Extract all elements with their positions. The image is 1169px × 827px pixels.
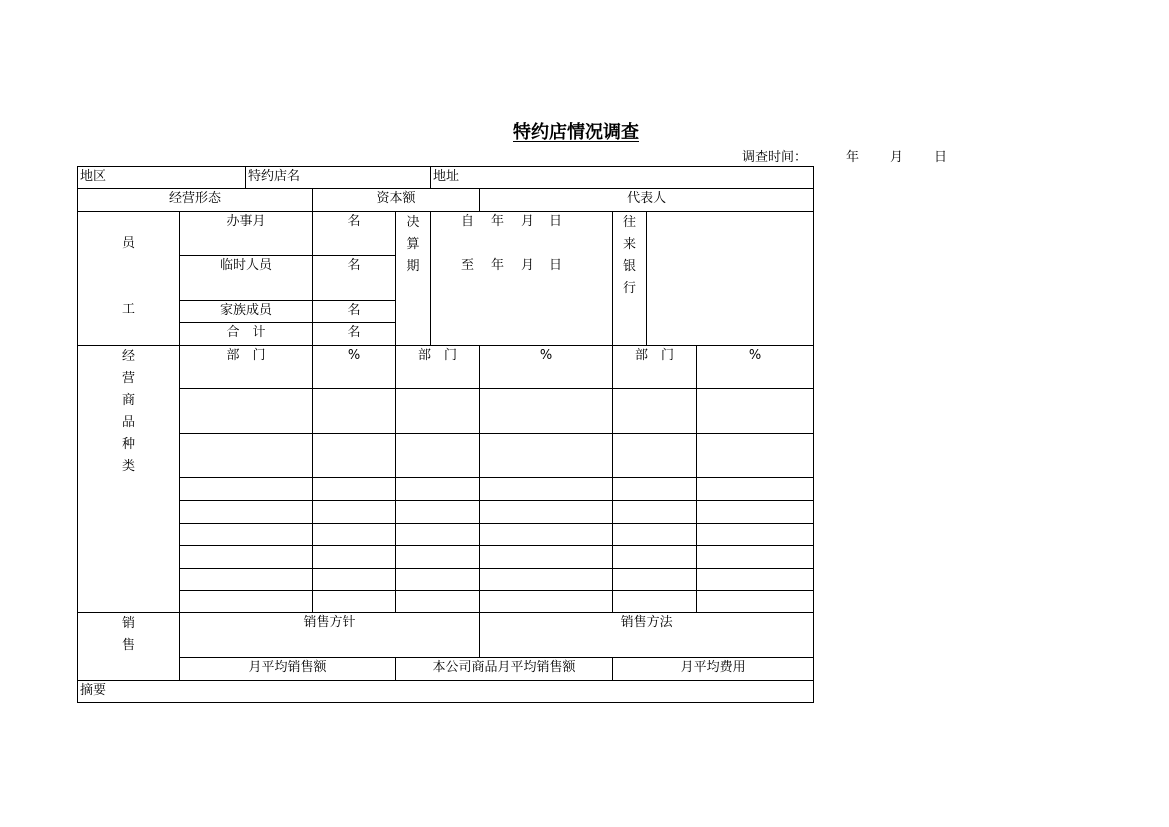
dept-cell[interactable] xyxy=(180,434,313,478)
dept-cell[interactable] xyxy=(396,501,480,524)
dept-cell[interactable] xyxy=(396,389,480,434)
percent-cell[interactable] xyxy=(480,478,613,501)
from-char: 自 xyxy=(461,214,475,229)
to-char: 至 xyxy=(461,258,475,273)
settlement-to-line xyxy=(441,256,610,278)
percent-cell[interactable] xyxy=(697,501,814,524)
products-row xyxy=(78,546,814,569)
percent-cell[interactable] xyxy=(697,591,814,613)
store-name-label: 特约店名 xyxy=(248,169,301,184)
percent-cell[interactable] xyxy=(697,478,814,501)
products-row xyxy=(78,434,814,478)
products-char: 种 xyxy=(121,437,135,452)
row-basic-info xyxy=(78,167,814,189)
percent-cell[interactable] xyxy=(480,524,613,546)
percent-cell[interactable] xyxy=(697,524,814,546)
dept-header: 部 门 xyxy=(613,346,697,389)
percent-cell[interactable] xyxy=(313,478,396,501)
percent-cell[interactable] xyxy=(697,434,814,478)
dept-cell[interactable] xyxy=(396,591,480,613)
products-char: 经 xyxy=(121,349,135,364)
bank-char: 往 xyxy=(623,215,637,230)
summary-label: 摘要 xyxy=(80,683,107,698)
business-form-label: 经营形态 xyxy=(169,191,222,206)
representative-cell[interactable] xyxy=(480,189,814,212)
dept-cell[interactable] xyxy=(396,546,480,569)
dept-cell[interactable] xyxy=(613,569,697,591)
staff-label-cell xyxy=(78,212,180,346)
survey-year: 年 xyxy=(846,150,860,165)
staff-item-label: 合 计 xyxy=(180,323,313,346)
form-title: 特约店情况调查 xyxy=(513,122,639,143)
products-row xyxy=(78,591,814,613)
percent-cell[interactable] xyxy=(313,389,396,434)
monthly-avg-sales-label: 月平均销售额 xyxy=(248,660,327,675)
percent-header: % xyxy=(697,346,814,389)
dept-cell[interactable] xyxy=(396,434,480,478)
survey-form-table xyxy=(77,166,814,703)
from-day: 日 xyxy=(549,214,563,229)
percent-cell[interactable] xyxy=(480,569,613,591)
percent-cell[interactable] xyxy=(313,501,396,524)
staff-item-unit: 名 xyxy=(347,303,361,318)
percent-cell[interactable] xyxy=(480,546,613,569)
sales-method-cell[interactable] xyxy=(480,613,814,658)
products-row xyxy=(78,478,814,501)
to-month: 月 xyxy=(521,258,535,273)
row-business-info xyxy=(78,189,814,212)
company-monthly-avg-sales-label: 本公司商品月平均销售额 xyxy=(432,660,576,675)
settlement-from-line xyxy=(441,212,610,234)
percent-cell[interactable] xyxy=(313,546,396,569)
percent-header: % xyxy=(480,346,613,389)
settlement-char: 决 xyxy=(406,215,420,230)
percent-header: % xyxy=(313,346,396,389)
summary-cell[interactable] xyxy=(78,681,814,703)
percent-cell[interactable] xyxy=(313,569,396,591)
sales-policy-label: 销售方针 xyxy=(303,615,356,630)
bank-char: 来 xyxy=(623,237,637,252)
products-char: 品 xyxy=(121,415,135,430)
bank-char: 行 xyxy=(623,281,637,296)
bank-char: 银 xyxy=(623,259,637,274)
products-row xyxy=(78,501,814,524)
products-row xyxy=(78,524,814,546)
to-year: 年 xyxy=(491,258,505,273)
staff-item-value[interactable] xyxy=(313,301,396,323)
settlement-char: 算 xyxy=(406,237,420,252)
staff-item-label: 临时人员 xyxy=(180,256,313,301)
dept-cell[interactable] xyxy=(613,434,697,478)
dept-cell[interactable] xyxy=(613,546,697,569)
sales-policy-row xyxy=(78,613,814,658)
percent-cell[interactable] xyxy=(697,569,814,591)
dept-cell[interactable] xyxy=(396,524,480,546)
bank-value-cell[interactable] xyxy=(647,212,814,346)
business-form-cell[interactable] xyxy=(78,189,313,212)
products-row xyxy=(78,569,814,591)
dept-cell[interactable] xyxy=(180,591,313,613)
percent-cell[interactable] xyxy=(480,501,613,524)
percent-cell[interactable] xyxy=(480,434,613,478)
dept-cell[interactable] xyxy=(396,569,480,591)
percent-cell[interactable] xyxy=(697,546,814,569)
staff-item-value[interactable] xyxy=(313,256,396,301)
staff-item-value[interactable] xyxy=(313,212,396,256)
sales-label-cell xyxy=(78,613,180,681)
to-day: 日 xyxy=(549,258,563,273)
dept-cell[interactable] xyxy=(613,501,697,524)
dept-cell[interactable] xyxy=(180,524,313,546)
region-cell[interactable] xyxy=(78,167,246,189)
products-char: 类 xyxy=(121,459,135,474)
staff-label-bottom: 工 xyxy=(121,302,135,317)
staff-item-unit: 名 xyxy=(347,214,361,229)
dept-cell[interactable] xyxy=(180,478,313,501)
dept-cell[interactable] xyxy=(180,389,313,434)
products-char: 商 xyxy=(121,393,135,408)
percent-cell[interactable] xyxy=(480,591,613,613)
percent-cell[interactable] xyxy=(697,389,814,434)
from-year: 年 xyxy=(491,214,505,229)
staff-row-1 xyxy=(78,212,814,256)
capital-cell[interactable] xyxy=(313,189,480,212)
percent-cell[interactable] xyxy=(313,524,396,546)
sales-policy-cell[interactable] xyxy=(180,613,480,658)
dept-header: 部 门 xyxy=(396,346,480,389)
settlement-char: 期 xyxy=(406,259,420,274)
settlement-period-cell[interactable] xyxy=(431,212,613,346)
staff-item-label: 家族成员 xyxy=(180,301,313,323)
dept-cell[interactable] xyxy=(180,569,313,591)
staff-item-unit: 名 xyxy=(347,258,361,273)
monthly-avg-expense-label: 月平均费用 xyxy=(680,660,746,675)
staff-label-top: 员 xyxy=(121,236,135,251)
from-month: 月 xyxy=(521,214,535,229)
percent-cell[interactable] xyxy=(313,434,396,478)
dept-cell[interactable] xyxy=(180,501,313,524)
percent-cell[interactable] xyxy=(313,591,396,613)
sales-char: 售 xyxy=(121,638,135,653)
survey-time-label: 调查时间： xyxy=(742,150,808,165)
summary-row xyxy=(78,681,814,703)
survey-month: 月 xyxy=(890,150,904,165)
monthly-avg-sales-cell[interactable] xyxy=(180,658,396,681)
staff-item-value[interactable] xyxy=(313,323,396,346)
capital-label: 资本额 xyxy=(376,191,416,206)
region-label: 地区 xyxy=(80,169,107,184)
products-label-cell xyxy=(78,346,180,613)
store-name-cell[interactable] xyxy=(246,167,431,189)
sales-method-label: 销售方法 xyxy=(620,615,673,630)
dept-cell[interactable] xyxy=(180,546,313,569)
company-monthly-avg-sales-cell[interactable] xyxy=(396,658,613,681)
address-cell[interactable] xyxy=(431,167,814,189)
survey-day: 日 xyxy=(934,150,948,165)
sales-amount-row xyxy=(78,658,814,681)
staff-item-unit: 名 xyxy=(347,325,361,340)
dept-cell[interactable] xyxy=(613,524,697,546)
dept-cell[interactable] xyxy=(613,591,697,613)
staff-item-label: 办事月 xyxy=(180,212,313,256)
monthly-avg-expense-cell[interactable] xyxy=(613,658,814,681)
products-char: 营 xyxy=(121,371,135,386)
dept-cell[interactable] xyxy=(613,389,697,434)
percent-cell[interactable] xyxy=(480,389,613,434)
representative-label: 代表人 xyxy=(627,191,667,206)
dept-cell[interactable] xyxy=(396,478,480,501)
sales-char: 销 xyxy=(121,616,135,631)
address-label: 地址 xyxy=(433,169,460,184)
settlement-label-cell xyxy=(396,212,431,346)
dept-cell[interactable] xyxy=(613,478,697,501)
products-header-row xyxy=(78,346,814,389)
bank-label-cell xyxy=(613,212,647,346)
dept-header: 部 门 xyxy=(180,346,313,389)
products-row xyxy=(78,389,814,434)
